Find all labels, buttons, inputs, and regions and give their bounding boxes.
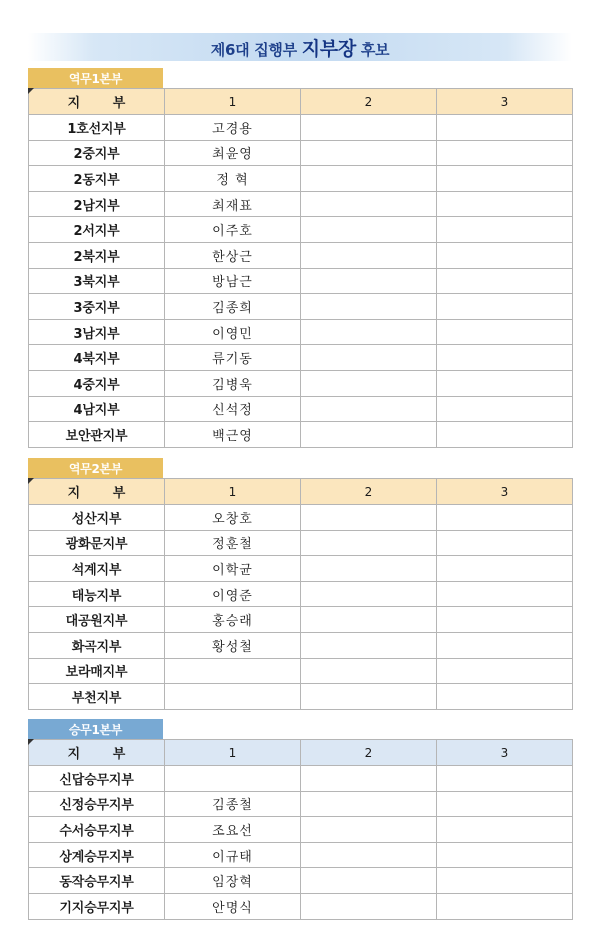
header-col-2: 2 [301,89,437,115]
candidate-3-cell [437,115,573,141]
page-title [211,34,389,61]
branch-name-cell: 신답승무지부 [29,766,165,792]
candidate-2-cell [301,217,437,243]
table-row [29,842,573,868]
section-tab [28,68,163,88]
candidate-3-cell [437,607,573,633]
branch-name-cell: 4북지부 [29,345,165,371]
candidate-2-cell [301,396,437,422]
section-tab [28,458,163,478]
table-row [29,632,573,658]
table-row [29,868,573,894]
candidate-3-cell [437,530,573,556]
table-row [29,319,573,345]
header-branch: 지 부 [29,740,165,766]
table-row [29,191,573,217]
candidate-1-cell: 이학균 [165,556,301,582]
candidate-2-cell [301,632,437,658]
branch-name-cell: 보라매지부 [29,658,165,684]
table-row [29,166,573,192]
table-row [29,115,573,141]
branch-name-cell: 3남지부 [29,319,165,345]
candidate-1-cell: 이규태 [165,842,301,868]
header-col-2: 2 [301,740,437,766]
candidate-3-cell [437,268,573,294]
table-row [29,791,573,817]
candidate-2-cell [301,370,437,396]
branch-name-cell: 3중지부 [29,294,165,320]
branch-name-cell: 성산지부 [29,505,165,531]
header-col-3: 3 [437,89,573,115]
candidate-1-cell [165,766,301,792]
candidate-1-cell: 정 혁 [165,166,301,192]
candidate-1-cell: 이영민 [165,319,301,345]
table-row [29,766,573,792]
candidate-3-cell [437,319,573,345]
section-seungmu1 [28,719,572,920]
table-row [29,422,573,448]
candidate-1-cell: 고경용 [165,115,301,141]
candidate-1-cell: 한상근 [165,242,301,268]
branch-name-cell: 화곡지부 [29,632,165,658]
table-row [29,268,573,294]
candidate-1-cell: 이주호 [165,217,301,243]
branch-name-cell: 2중지부 [29,140,165,166]
candidate-2-cell [301,581,437,607]
candidate-table [28,88,573,448]
table-row [29,658,573,684]
section-tab [28,719,163,739]
candidate-3-cell [437,294,573,320]
branch-name-cell: 1호선지부 [29,115,165,141]
candidate-table [28,478,573,710]
candidate-3-cell [437,345,573,371]
title-suffix: 후보 [355,40,390,59]
table-row [29,345,573,371]
header-col-3: 3 [437,740,573,766]
branch-name-cell: 부천지부 [29,684,165,710]
candidate-1-cell: 최재표 [165,191,301,217]
table-row [29,893,573,919]
candidate-3-cell [437,581,573,607]
candidate-3-cell [437,166,573,192]
table-row [29,396,573,422]
candidate-1-cell: 김종희 [165,294,301,320]
candidate-2-cell [301,115,437,141]
candidate-3-cell [437,893,573,919]
candidate-2-cell [301,319,437,345]
branch-name-cell: 4중지부 [29,370,165,396]
candidate-3-cell [437,658,573,684]
table-header-row [29,89,573,115]
candidate-2-cell [301,842,437,868]
branch-name-cell: 광화문지부 [29,530,165,556]
candidate-table [28,739,573,920]
candidate-3-cell [437,217,573,243]
branch-name-cell: 3북지부 [29,268,165,294]
candidate-3-cell [437,140,573,166]
candidate-2-cell [301,242,437,268]
branch-name-cell: 4남지부 [29,396,165,422]
candidate-2-cell [301,191,437,217]
candidate-3-cell [437,868,573,894]
candidate-3-cell [437,684,573,710]
header-branch: 지 부 [29,89,165,115]
table-row [29,530,573,556]
candidate-3-cell [437,632,573,658]
candidate-2-cell [301,893,437,919]
title-prefix: 제6대 집행부 [210,40,302,59]
candidate-2-cell [301,817,437,843]
candidate-3-cell [437,556,573,582]
candidate-2-cell [301,166,437,192]
candidate-1-cell: 신석정 [165,396,301,422]
candidate-1-cell: 방남근 [165,268,301,294]
candidate-1-cell [165,684,301,710]
branch-name-cell: 신정승무지부 [29,791,165,817]
candidate-1-cell: 조요선 [165,817,301,843]
candidate-3-cell [437,842,573,868]
candidate-3-cell [437,191,573,217]
table-header-row [29,479,573,505]
table-row [29,242,573,268]
branch-name-cell: 수서승무지부 [29,817,165,843]
table-row [29,505,573,531]
candidate-3-cell [437,242,573,268]
table-row [29,370,573,396]
candidate-3-cell [437,396,573,422]
candidate-2-cell [301,868,437,894]
header-col-1: 1 [165,479,301,505]
candidate-1-cell: 백근영 [165,422,301,448]
branch-name-cell: 2남지부 [29,191,165,217]
section-label: 역무1본부 [68,71,123,86]
header-col-2: 2 [301,479,437,505]
candidate-1-cell: 오창호 [165,505,301,531]
candidate-3-cell [437,370,573,396]
branch-name-cell: 기지승무지부 [29,893,165,919]
candidate-3-cell [437,817,573,843]
table-row [29,556,573,582]
candidate-2-cell [301,658,437,684]
candidate-1-cell: 김병욱 [165,370,301,396]
candidate-2-cell [301,607,437,633]
branch-name-cell: 2서지부 [29,217,165,243]
candidate-3-cell [437,791,573,817]
candidate-2-cell [301,505,437,531]
candidate-3-cell [437,766,573,792]
section-yeokmu1 [28,68,572,448]
table-row [29,140,573,166]
candidate-2-cell [301,766,437,792]
candidate-2-cell [301,556,437,582]
branch-name-cell: 석계지부 [29,556,165,582]
candidate-1-cell: 홍승래 [165,607,301,633]
candidate-2-cell [301,684,437,710]
branch-name-cell: 대공원지부 [29,607,165,633]
candidate-1-cell: 이영준 [165,581,301,607]
candidate-1-cell: 안명식 [165,893,301,919]
candidate-1-cell: 김종철 [165,791,301,817]
branch-name-cell: 2동지부 [29,166,165,192]
table-row [29,684,573,710]
branch-name-cell: 태능지부 [29,581,165,607]
candidate-3-cell [437,505,573,531]
header-branch: 지 부 [29,479,165,505]
page-title-banner [28,33,572,61]
table-row [29,217,573,243]
table-row [29,294,573,320]
candidate-1-cell: 임장혁 [165,868,301,894]
header-col-1: 1 [165,89,301,115]
candidate-2-cell [301,422,437,448]
candidate-2-cell [301,791,437,817]
candidate-1-cell: 최윤영 [165,140,301,166]
candidate-1-cell [165,658,301,684]
branch-name-cell: 동작승무지부 [29,868,165,894]
candidate-2-cell [301,268,437,294]
branch-name-cell: 보안관지부 [29,422,165,448]
title-emphasis: 지부장 [301,37,356,60]
candidate-3-cell [437,422,573,448]
section-yeokmu2 [28,458,572,710]
candidate-1-cell: 정훈철 [165,530,301,556]
candidate-1-cell: 류기동 [165,345,301,371]
section-label: 역무2본부 [68,461,123,476]
branch-name-cell: 상계승무지부 [29,842,165,868]
table-row [29,581,573,607]
candidate-2-cell [301,140,437,166]
table-header-row [29,740,573,766]
candidate-2-cell [301,294,437,320]
header-col-1: 1 [165,740,301,766]
candidate-1-cell: 황성철 [165,632,301,658]
branch-name-cell: 2북지부 [29,242,165,268]
table-row [29,817,573,843]
header-col-3: 3 [437,479,573,505]
table-row [29,607,573,633]
candidate-2-cell [301,345,437,371]
section-label: 승무1본부 [68,722,123,737]
candidate-2-cell [301,530,437,556]
